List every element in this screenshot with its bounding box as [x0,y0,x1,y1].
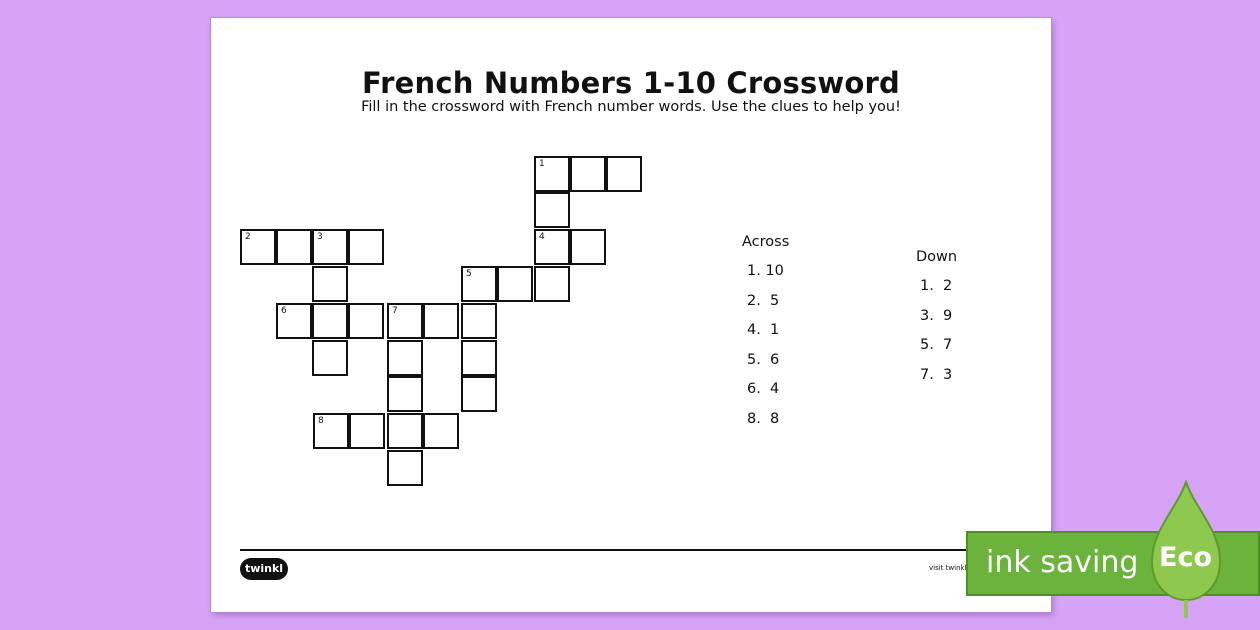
crossword-cell[interactable] [461,376,497,412]
across-heading: Across [742,234,790,250]
instructions-text: Fill in the crossword with French number words. Use the clues to help you! [361,99,901,115]
crossword-cell[interactable] [387,340,423,376]
down-clue: 7. 3 [920,367,953,383]
crossword-cell[interactable] [606,156,642,192]
crossword-cell[interactable] [276,303,312,339]
down-clue: 1. 2 [920,278,953,294]
clue-number: 6 [281,306,287,316]
crossword-cell[interactable] [570,156,606,192]
crossword-cell[interactable] [387,413,423,449]
crossword-cell[interactable] [534,229,570,265]
crossword-cell[interactable] [387,303,423,339]
crossword-cell[interactable] [312,266,348,302]
crossword-cell[interactable] [534,192,570,228]
crossword-cell[interactable] [423,303,459,339]
clue-number: 1 [539,159,545,169]
crossword-cell[interactable] [387,376,423,412]
footer-divider [240,549,1052,551]
across-clue: 1. 10 [747,263,784,279]
clue-number: 4 [539,232,545,242]
crossword-cell[interactable] [312,340,348,376]
crossword-grid [211,18,1051,518]
crossword-cell[interactable] [240,229,276,265]
crossword-cell[interactable] [423,413,459,449]
twinkl-logo: twinkl [240,558,288,580]
across-clue: 4. 1 [747,322,780,338]
crossword-cell[interactable] [534,156,570,192]
ink-saving-label: ink saving [986,545,1139,580]
across-clue: 2. 5 [747,293,780,309]
crossword-cell[interactable] [348,303,384,339]
crossword-cell[interactable] [461,303,497,339]
down-clue: 5. 7 [920,337,953,353]
down-heading: Down [916,249,958,265]
footer-visit-text: visit twinkl [929,564,967,572]
down-clue: 3. 9 [920,308,953,324]
clue-number: 5 [466,269,472,279]
crossword-cell[interactable] [349,413,385,449]
crossword-cell[interactable] [461,340,497,376]
clue-number: 2 [245,232,251,242]
crossword-cell[interactable] [497,266,533,302]
clue-number: 7 [392,306,398,316]
across-clue: 6. 4 [747,381,780,397]
eco-badge-text: Eco [1159,542,1212,573]
clue-number: 8 [318,416,324,426]
crossword-cell[interactable] [312,229,348,265]
crossword-cell[interactable] [313,413,349,449]
across-clue: 5. 6 [747,352,780,368]
page-title: French Numbers 1-10 Crossword [362,66,900,100]
crossword-cell[interactable] [534,266,570,302]
worksheet-page [211,18,1051,612]
crossword-cell[interactable] [387,450,423,486]
crossword-cell[interactable] [276,229,312,265]
crossword-cell[interactable] [348,229,384,265]
crossword-cell[interactable] [570,229,606,265]
across-clue: 8. 8 [747,411,780,427]
crossword-cell[interactable] [461,266,497,302]
crossword-cell[interactable] [312,303,348,339]
clue-number: 3 [317,232,323,242]
